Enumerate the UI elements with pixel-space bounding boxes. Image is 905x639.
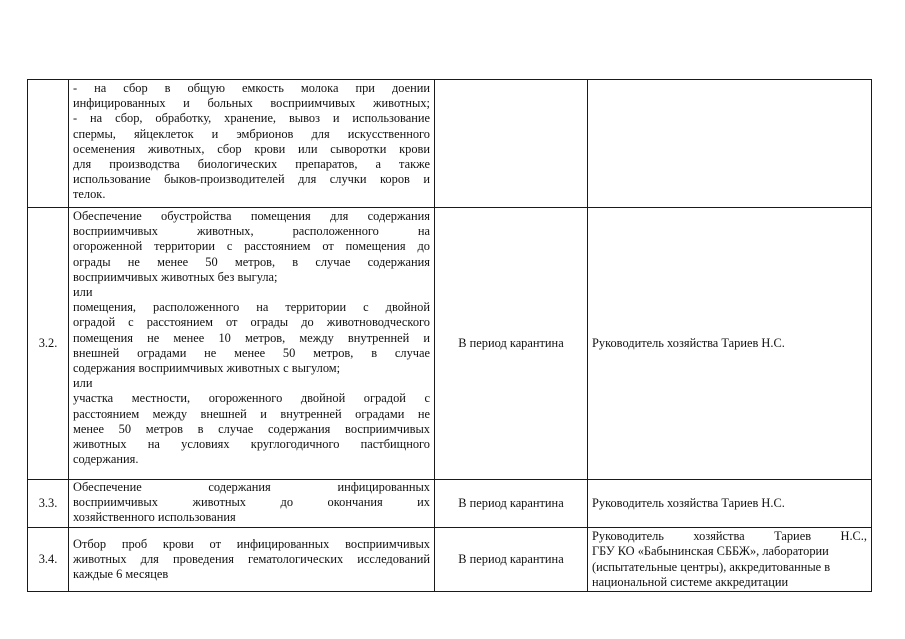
activity-line: спермы, яйцеклеток и эмбрионов для искусственного [73, 126, 430, 141]
period-cell [435, 80, 588, 208]
activity-line: ограды не менее 50 метров, в случае содержания [73, 254, 430, 269]
activity-line: животных на условиях круглогодичного пастбищного [73, 437, 430, 452]
activity-line: содержания. [73, 452, 139, 467]
responsible-line: национальной системе аккредитации [592, 574, 789, 589]
responsible-line: Руководитель хозяйства Тариев Н.С. [592, 335, 785, 350]
activity-line: животных для проведения гематологических исследований [73, 551, 430, 566]
activity-line: для производства биологических препаратов, а также [73, 157, 430, 172]
activity-line: внешней оградами не менее 50 метров, в случае [73, 345, 430, 360]
activity-line: хозяйственного использования [73, 510, 236, 525]
activity-cell [69, 80, 435, 208]
activity-line: содержания восприимчивых животных с выгулом; [73, 361, 341, 376]
activity-line: менее 50 метров в случае содержания восприимчивых [73, 421, 430, 436]
responsible-line: (испытательные центры), аккредитованные в [592, 559, 831, 574]
activity-line: восприимчивых животных до окончания их [73, 495, 430, 510]
table-row [28, 208, 872, 480]
activity-line: восприимчивых животных без выгула; [73, 269, 278, 284]
activity-line: - на сбор, обработку, хранение, вывоз и использование [73, 111, 430, 126]
activity-cell [69, 528, 435, 592]
table-row [28, 80, 872, 208]
row-number-cell: 3.2. [28, 208, 69, 480]
row-number-cell: 3.4. [28, 528, 69, 592]
activity-cell [69, 208, 435, 480]
activity-line: Отбор проб крови от инфицированных восприимчивых [73, 536, 430, 551]
period-cell: В период карантина [435, 480, 588, 528]
responsible-cell [588, 208, 872, 480]
responsible-cell [588, 80, 872, 208]
activity-line: - на сбор в общую емкость молока при доении [73, 81, 430, 95]
responsible-cell [588, 480, 872, 528]
plan-table [27, 79, 872, 592]
activity-line: огороженной территории с расстоянием от помещения до [73, 239, 430, 254]
activity-cell [69, 480, 435, 528]
period-cell: В период карантина [435, 528, 588, 592]
table-row [28, 480, 872, 528]
activity-line: или [73, 376, 93, 391]
activity-line: каждые 6 месяцев [73, 567, 169, 582]
activity-line: телок. [73, 187, 106, 202]
activity-line: оградой с расстоянием от ограды до животноводческого [73, 315, 430, 330]
activity-line: инфицированных и больных восприимчивых животных; [73, 96, 430, 111]
row-number-cell: 3.3. [28, 480, 69, 528]
activity-line: Обеспечение обустройства помещения для содержания [73, 209, 430, 223]
activity-line: использование быков-производителей для случки коров и [73, 172, 430, 187]
activity-line: участка местности, огороженного двойной оградой с [73, 391, 430, 406]
responsible-line: Руководитель хозяйства Тариев Н.С., [592, 529, 867, 544]
row-number-cell [28, 80, 69, 208]
activity-line: Обеспечение содержания инфицированных [73, 480, 430, 494]
responsible-cell [588, 528, 872, 592]
responsible-line: ГБУ КО «Бабынинская СББЖ», лаборатории [592, 544, 829, 559]
period-cell: В период карантина [435, 208, 588, 480]
table-row [28, 528, 872, 592]
activity-line: расстоянием между внешней и внутренней оградами не [73, 406, 430, 421]
activity-line: помещения, расположенного на территории с двойной [73, 300, 430, 315]
responsible-line: Руководитель хозяйства Тариев Н.С. [592, 495, 785, 510]
activity-line: помещения не менее 10 метров, между внутренней и [73, 330, 430, 345]
activity-line: осеменения животных, сбор крови или сыворотки крови [73, 141, 430, 156]
activity-line: или [73, 285, 93, 300]
activity-line: восприимчивых животных, расположенного на [73, 224, 430, 239]
